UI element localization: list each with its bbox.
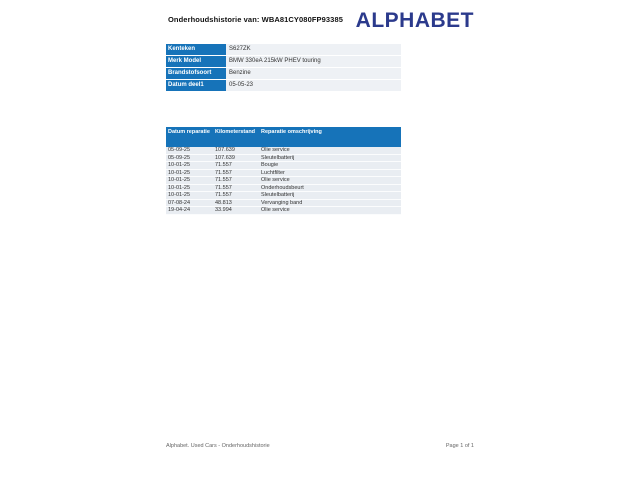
- history-cell-desc: Sleutelbatterij: [261, 154, 295, 161]
- vehicle-info-value: Benzine: [226, 68, 401, 80]
- history-cell-km: 107.639: [215, 154, 235, 161]
- history-cell-km: 107.639: [215, 147, 235, 153]
- vehicle-info-label: Merk Model: [166, 56, 226, 68]
- history-cell-km: 71.557: [215, 162, 232, 168]
- history-cell-desc: Olie service: [261, 177, 290, 183]
- history-cell-date: 05-09-25: [168, 147, 191, 153]
- history-row: [166, 162, 401, 170]
- history-cell-desc: Onderhoudsbeurt: [261, 184, 304, 191]
- column-header-date: Datum reparatie: [168, 129, 210, 135]
- history-cell-date: 10-01-25: [168, 184, 191, 191]
- footer-left-text: Alphabet. Used Cars - Onderhoudshistorie: [166, 443, 270, 449]
- history-row: [166, 170, 401, 178]
- vehicle-info-table: [166, 44, 401, 92]
- alphabet-logo: ALPHABET: [355, 9, 474, 32]
- history-header-row: [166, 127, 401, 147]
- history-cell-date: 07-08-24: [168, 199, 191, 206]
- vehicle-info-label: Kenteken: [166, 44, 226, 56]
- history-row: [166, 185, 401, 193]
- history-cell-date: 10-01-25: [168, 192, 191, 198]
- history-rows: [166, 147, 401, 215]
- history-cell-km: 71.557: [215, 184, 232, 191]
- history-cell-date: 10-01-25: [168, 177, 191, 183]
- history-cell-date: 10-01-25: [168, 169, 191, 176]
- vehicle-info-label: Brandstofsoort: [166, 68, 226, 80]
- column-header-km: Kilometerstand: [215, 129, 256, 135]
- page-title: Onderhoudshistorie van: WBA81CY080FP93385: [168, 15, 343, 24]
- history-row: [166, 177, 401, 185]
- column-header-desc: Reparatie omschrijving: [261, 129, 322, 135]
- maintenance-history-table: [166, 127, 401, 215]
- history-row: [166, 207, 401, 215]
- vehicle-info-row: [166, 80, 401, 92]
- history-cell-desc: Vervanging band: [261, 199, 303, 206]
- history-row: [166, 200, 401, 208]
- history-cell-date: 05-09-25: [168, 154, 191, 161]
- vehicle-info-row: [166, 56, 401, 68]
- vehicle-info-row: [166, 44, 401, 56]
- footer-page-number: Page 1 of 1: [445, 443, 474, 449]
- history-row: [166, 147, 401, 155]
- history-cell-desc: Bougie: [261, 162, 279, 168]
- page-footer: [166, 443, 474, 449]
- history-cell-desc: Sleutelbatterij: [261, 192, 295, 198]
- history-row: [166, 192, 401, 200]
- vehicle-info-row: [166, 68, 401, 80]
- vehicle-info-value: 05-05-23: [226, 80, 401, 92]
- vehicle-info-value: S627ZK: [226, 44, 401, 56]
- history-row: [166, 155, 401, 163]
- history-cell-km: 48.813: [215, 199, 232, 206]
- history-cell-km: 71.557: [215, 192, 232, 198]
- history-cell-date: 10-01-25: [168, 162, 191, 168]
- history-cell-date: 19-04-24: [168, 207, 191, 213]
- vehicle-info-value: BMW 330eA 215kW PHEV touring: [226, 56, 401, 68]
- vehicle-info-label: Datum deel1: [166, 80, 226, 92]
- history-cell-km: 71.557: [215, 177, 232, 183]
- history-cell-km: 71.557: [215, 169, 232, 176]
- history-cell-desc: Luchtfilter: [261, 169, 285, 176]
- history-cell-desc: Olie service: [261, 207, 290, 213]
- history-cell-km: 33.994: [215, 207, 232, 213]
- history-cell-desc: Olie service: [261, 147, 290, 153]
